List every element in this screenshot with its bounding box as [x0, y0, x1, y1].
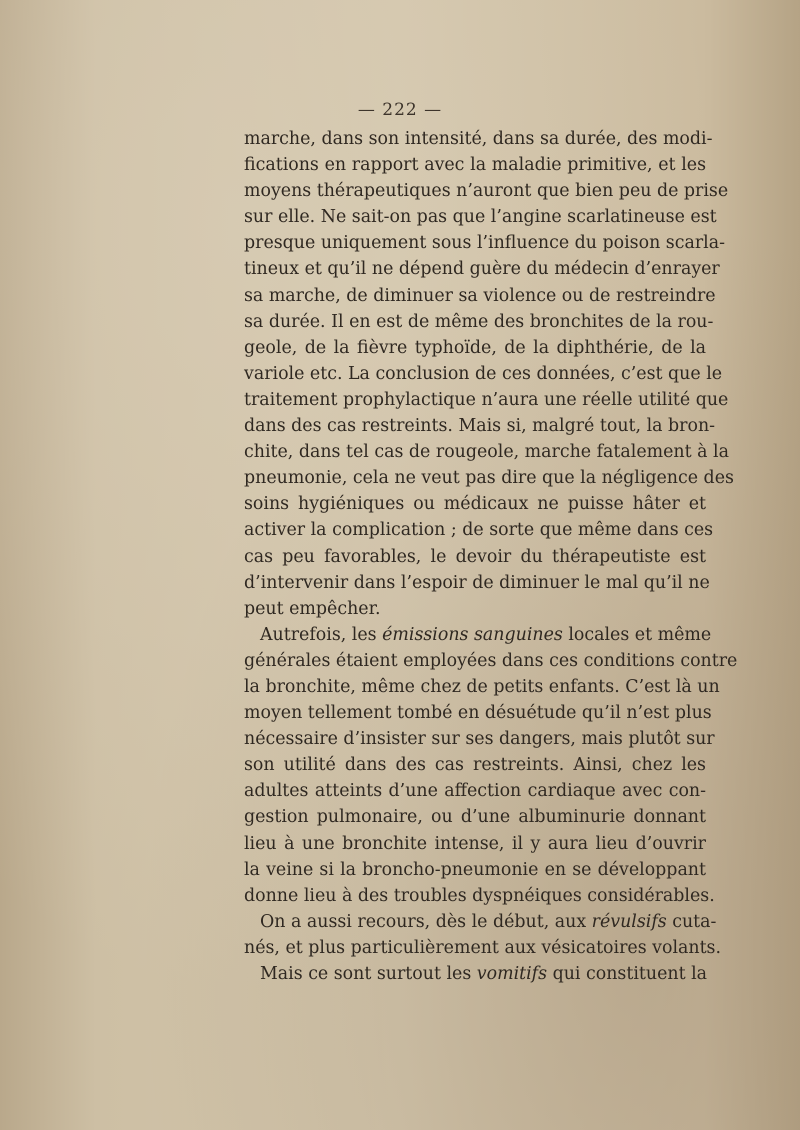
text-segment: dans des cas restreints. Mais si, malgré tout, la bron-	[244, 416, 716, 437]
text-line	[244, 439, 729, 465]
text-segment: marche, dans son intensité, dans sa durée, des modi-	[244, 129, 713, 149]
text-line	[244, 883, 715, 909]
text-line	[244, 909, 717, 935]
text-segment: cuta-	[666, 911, 717, 932]
text-segment: générales étaient employées dans ces conditions contre	[244, 650, 738, 671]
text-line	[244, 700, 712, 726]
text-segment: sa durée. Il en est de même des bronchites de la rou-	[244, 311, 714, 332]
text-line	[244, 256, 720, 282]
text-segment: cas peu favorables, le devoir du thérapeutiste est	[244, 546, 706, 567]
text-line	[244, 752, 706, 778]
body-text	[244, 126, 738, 987]
text-segment: sur elle. Ne sait-on pas que l’angine scarlatineuse est	[244, 207, 717, 228]
text-line	[244, 674, 720, 700]
text-segment: presque uniquement sous l’influence du poison scarla-	[244, 233, 725, 254]
text-line	[244, 544, 706, 570]
text-line	[244, 570, 710, 596]
text-segment: sa marche, de diminuer sa violence ou de restreindre	[244, 285, 716, 306]
italic-term: révulsifs	[591, 911, 667, 932]
text-segment: gestion pulmonaire, ou d’une albuminurie donnant	[244, 807, 706, 828]
text-segment: fications en rapport avec la maladie primitive, et les	[244, 155, 706, 176]
text-segment: moyen tellement tombé en désuétude qu’il n’est plus	[244, 703, 712, 724]
text-segment: soins hygiéniques ou médicaux ne puisse hâter et	[244, 494, 706, 515]
text-line	[244, 778, 706, 804]
text-line	[244, 726, 715, 752]
text-segment: la bronchite, même chez de petits enfants. C’est là un	[244, 676, 720, 697]
text-segment: locales et même	[562, 624, 712, 645]
italic-term: émissions sanguines	[382, 624, 563, 645]
text-segment: On a aussi recours, dès le début, aux	[260, 911, 592, 932]
text-line	[244, 596, 706, 622]
text-line	[244, 204, 717, 230]
text-segment: pneumonie, cela ne veut pas dire que la négligence des	[244, 468, 734, 489]
text-line	[244, 465, 734, 491]
text-segment: la veine si la broncho-pneumonie en se développant	[244, 859, 706, 880]
text-segment: lieu à une bronchite intense, il y aura lieu d’ouvrir	[244, 833, 706, 854]
text-segment: chite, dans tel cas de rougeole, marche fatalement à la	[244, 442, 729, 463]
text-segment: traitement prophylactique n’aura une réelle utilité que	[244, 389, 729, 410]
text-line	[244, 517, 714, 543]
text-line	[244, 622, 712, 648]
text-line	[244, 283, 716, 309]
text-line	[244, 361, 723, 387]
text-line	[244, 230, 725, 256]
text-line	[244, 387, 729, 413]
text-segment: geole, de la fièvre typhoïde, de la diphthérie, de la	[244, 337, 706, 358]
text-line	[244, 648, 738, 674]
text-segment: nécessaire d’insister sur ses dangers, mais plutôt sur	[244, 729, 715, 750]
text-segment: Mais ce sont surtout les	[260, 964, 477, 984]
text-segment: donne lieu à des troubles dyspnéiques considérables.	[244, 885, 715, 906]
italic-term: vomitifs	[476, 964, 548, 984]
text-segment: son utilité dans des cas restreints. Ainsi, chez les	[244, 755, 706, 776]
text-line	[244, 491, 706, 517]
text-segment: activer la complication ; de sorte que même dans ces	[244, 520, 714, 541]
text-line	[244, 961, 706, 987]
text-line	[244, 309, 714, 335]
text-segment: adultes atteints d’une affection cardiaque avec con-	[244, 781, 706, 802]
text-line	[244, 126, 713, 152]
text-line	[244, 178, 729, 204]
text-line	[244, 804, 706, 830]
text-segment: tineux et qu’il ne dépend guère du médecin d’enrayer	[244, 259, 720, 280]
text-line	[244, 831, 706, 857]
text-line	[244, 935, 722, 961]
text-segment: variole etc. La conclusion de ces données, c’est que le	[244, 363, 723, 384]
text-line	[244, 413, 716, 439]
page-number: — 222 —	[357, 100, 443, 120]
text-segment: d’intervenir dans l’espoir de diminuer le mal qu’il ne	[244, 572, 710, 593]
text-segment: peut empêcher.	[244, 598, 381, 619]
text-line	[244, 857, 706, 883]
text-segment: moyens thérapeutiques n’auront que bien peu de prise	[244, 181, 729, 202]
text-segment: Autrefois, les	[260, 624, 383, 645]
text-segment: qui constituent la	[547, 964, 708, 984]
text-line	[244, 152, 706, 178]
text-segment: nés, et plus particulièrement aux vésicatoires volants.	[244, 937, 722, 958]
text-line	[244, 335, 706, 361]
